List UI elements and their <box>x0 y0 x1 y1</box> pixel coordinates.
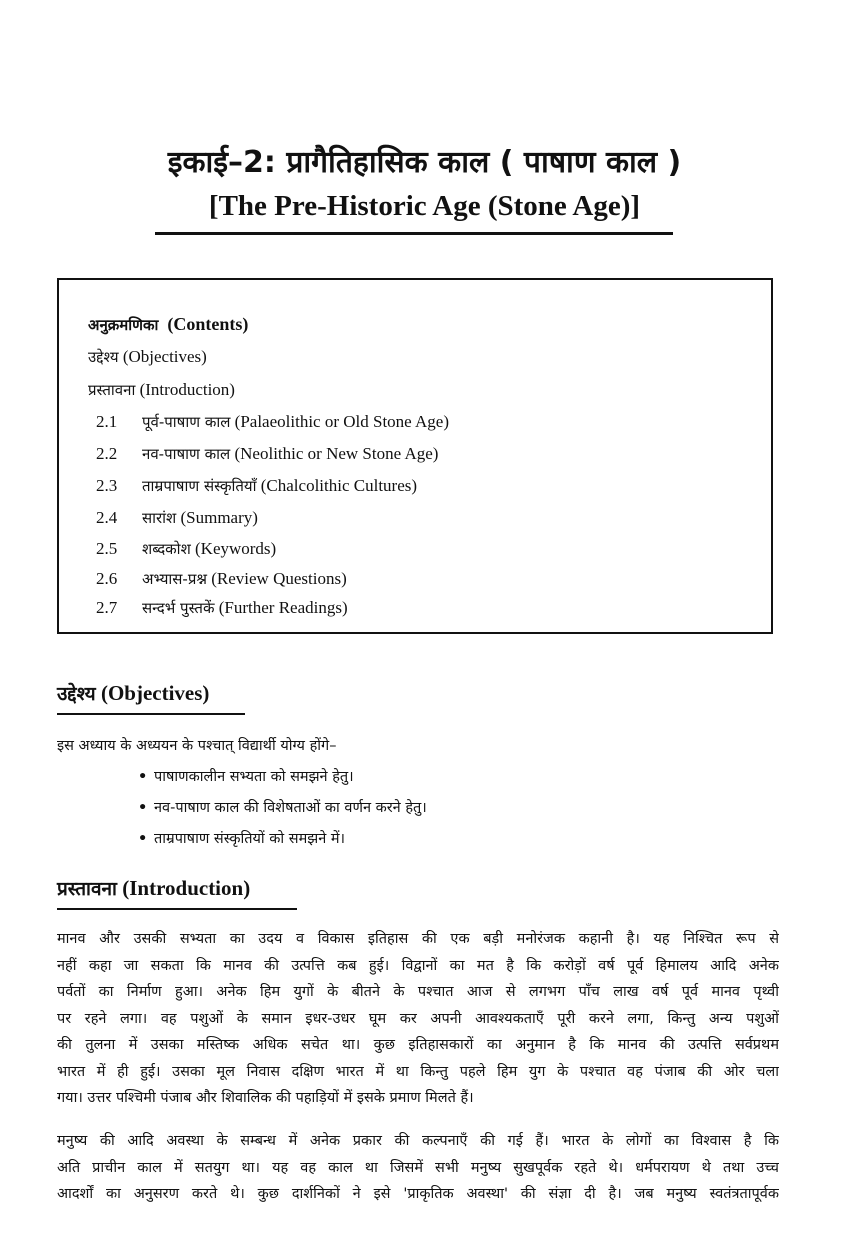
toc-item-english: (Further Readings) <box>218 598 348 617</box>
toc-item-number: 2.5 <box>96 539 118 558</box>
objectives-heading <box>57 680 209 706</box>
bullet-icon: • <box>138 800 148 816</box>
paragraph-line: अति प्राचीन काल में सतयुग था। यह वह काल था जिसमें सभी मनुष्य सुखपूर्वक रहते थे। धर्मपरायण थे तथा उच्च <box>57 1159 779 1176</box>
toc-item-hindi: पूर्व-पाषाण काल <box>142 413 231 431</box>
bullet-icon: • <box>138 769 148 785</box>
toc-item-hindi: शब्दकोश <box>142 540 191 558</box>
unit-title-english: [The Pre-Historic Age (Stone Age)] <box>208 190 641 222</box>
paragraph-line: पर रहने लगा। वह पशुओं के समान इधर-उधर घूम कर अपनी आवश्यकताएँ पूरी करने लगा, किन्तु अन्य पशुओं <box>57 1010 779 1027</box>
toc-item-english: (Palaeolithic or Old Stone Age) <box>234 412 450 431</box>
objective-bullet-text: ताम्रपाषाण संस्कृतियों को समझने में। <box>154 831 346 847</box>
introduction-heading-hindi: प्रस्तावना <box>57 878 117 900</box>
toc-item <box>96 412 449 432</box>
toc-item <box>96 569 347 589</box>
contents-heading-english: (Contents) <box>167 314 249 334</box>
paragraph-line: आदर्शों का अनुसरण करते थे। कुछ दार्शनिकों ने इसे 'प्राकृतिक अवस्था' की संज्ञा दी है। जब मनुष्य स्वतंत्रतापूर्वक <box>57 1186 779 1202</box>
toc-item-number: 2.4 <box>96 508 118 527</box>
contents-heading-hindi: अनुक्रमणिका <box>88 316 159 334</box>
paragraph-line: मनुष्य की आदि अवस्था के सम्बन्ध में अनेक प्रकार की कल्पनाएँ की गई हैं। भारत के लोगों का विश्वास है कि <box>57 1133 779 1149</box>
toc-item-number: 2.6 <box>96 569 118 588</box>
toc-item <box>96 508 258 528</box>
toc-item <box>96 476 417 496</box>
toc-item-english: (Keywords) <box>195 539 277 558</box>
objective-bullet-text: पाषाणकालीन सभ्यता को समझने हेतु। <box>154 769 354 785</box>
objective-bullet-text: नव-पाषाण काल की विशेषताओं का वर्णन करने हेतु। <box>154 800 427 816</box>
toc-item <box>96 539 276 559</box>
toc-item-number: 2.2 <box>96 444 118 463</box>
toc-item <box>96 598 348 618</box>
paragraph-line: की तुलना में उसका मस्तिष्क अधिक सचेत था। कुछ इतिहासकारों का अनुमान है कि मानव की उत्पत्ति सर्वप्रथम <box>57 1037 779 1053</box>
toc-item-hindi: उद्देश्य <box>88 348 119 366</box>
paragraph-line: गया। उत्तर पश्चिमी पंजाब और शिवालिक की पहाड़ियों में इसके प्रमाण मिलते हैं। <box>57 1090 474 1106</box>
paragraph-line: नहीं कहा जा सकता कि मानव की उत्पत्ति कब हुई। विद्वानों का मत है कि करोड़ों वर्ष पूर्व हिमालय आदि अनेक <box>57 957 779 974</box>
toc-item-english: (Review Questions) <box>211 569 347 588</box>
introduction-heading <box>57 875 250 901</box>
introduction-heading-english: (Introduction) <box>122 876 251 900</box>
objectives-intro: इस अध्याय के अध्ययन के पश्चात् विद्यार्थी योग्य होंगे– <box>57 738 337 754</box>
toc-item <box>88 347 207 367</box>
objective-bullet <box>138 797 427 817</box>
contents-heading <box>88 314 248 335</box>
toc-item-english: (Chalcolithic Cultures) <box>260 476 418 495</box>
toc-item-english: (Introduction) <box>139 380 235 399</box>
paragraph-line: मानव और उसकी सभ्यता का उदय व विकास इतिहास की एक बड़ी मनोरंजक कहानी है। यह निश्चित रूप से <box>57 931 779 947</box>
introduction-paragraph-2 <box>57 1128 779 1208</box>
toc-item-hindi: ताम्रपाषाण संस्कृतियाँ <box>142 477 257 495</box>
toc-item-english: (Neolithic or New Stone Age) <box>234 444 439 463</box>
toc-item-hindi: प्रस्तावना <box>88 381 136 399</box>
objectives-heading-hindi: उद्देश्य <box>57 683 96 705</box>
bullet-icon: • <box>138 831 148 847</box>
toc-item-hindi: अभ्यास-प्रश्न <box>142 570 207 588</box>
toc-item-hindi: सारांश <box>142 509 177 527</box>
objective-bullet <box>138 828 345 848</box>
objectives-heading-english: (Objectives) <box>100 681 210 705</box>
toc-item-number: 2.3 <box>96 476 118 495</box>
objectives-underline <box>57 713 245 715</box>
toc-item-number: 2.1 <box>96 412 118 431</box>
title-underline <box>155 232 673 235</box>
toc-item <box>88 380 235 400</box>
toc-item-number: 2.7 <box>96 598 118 617</box>
introduction-paragraph-1 <box>57 926 779 1112</box>
objective-bullet <box>138 766 354 786</box>
toc-item-english: (Summary) <box>180 508 258 527</box>
paragraph-line: भारत में ही हुई। उसका मूल निवास दक्षिण भारत में था किन्तु पहले हिम युग के पश्चात वह पंजाब की ओर चला <box>57 1063 779 1080</box>
toc-item-hindi: नव-पाषाण काल <box>142 445 231 463</box>
unit-title-hindi: इकाई–2: प्रागैतिहासिक काल ( पाषाण काल ) <box>167 145 682 180</box>
toc-item-hindi: सन्दर्भ पुस्तकें <box>142 599 215 617</box>
toc-item <box>96 444 438 464</box>
paragraph-line: पर्वतों का निर्माण हुआ। अनेक हिम युगों के बीतने के पश्चात आज से लगभग पाँच लाख वर्ष पूर्व मानव पृथ्वी <box>57 984 779 1000</box>
toc-item-english: (Objectives) <box>122 347 207 366</box>
introduction-underline <box>57 908 297 910</box>
